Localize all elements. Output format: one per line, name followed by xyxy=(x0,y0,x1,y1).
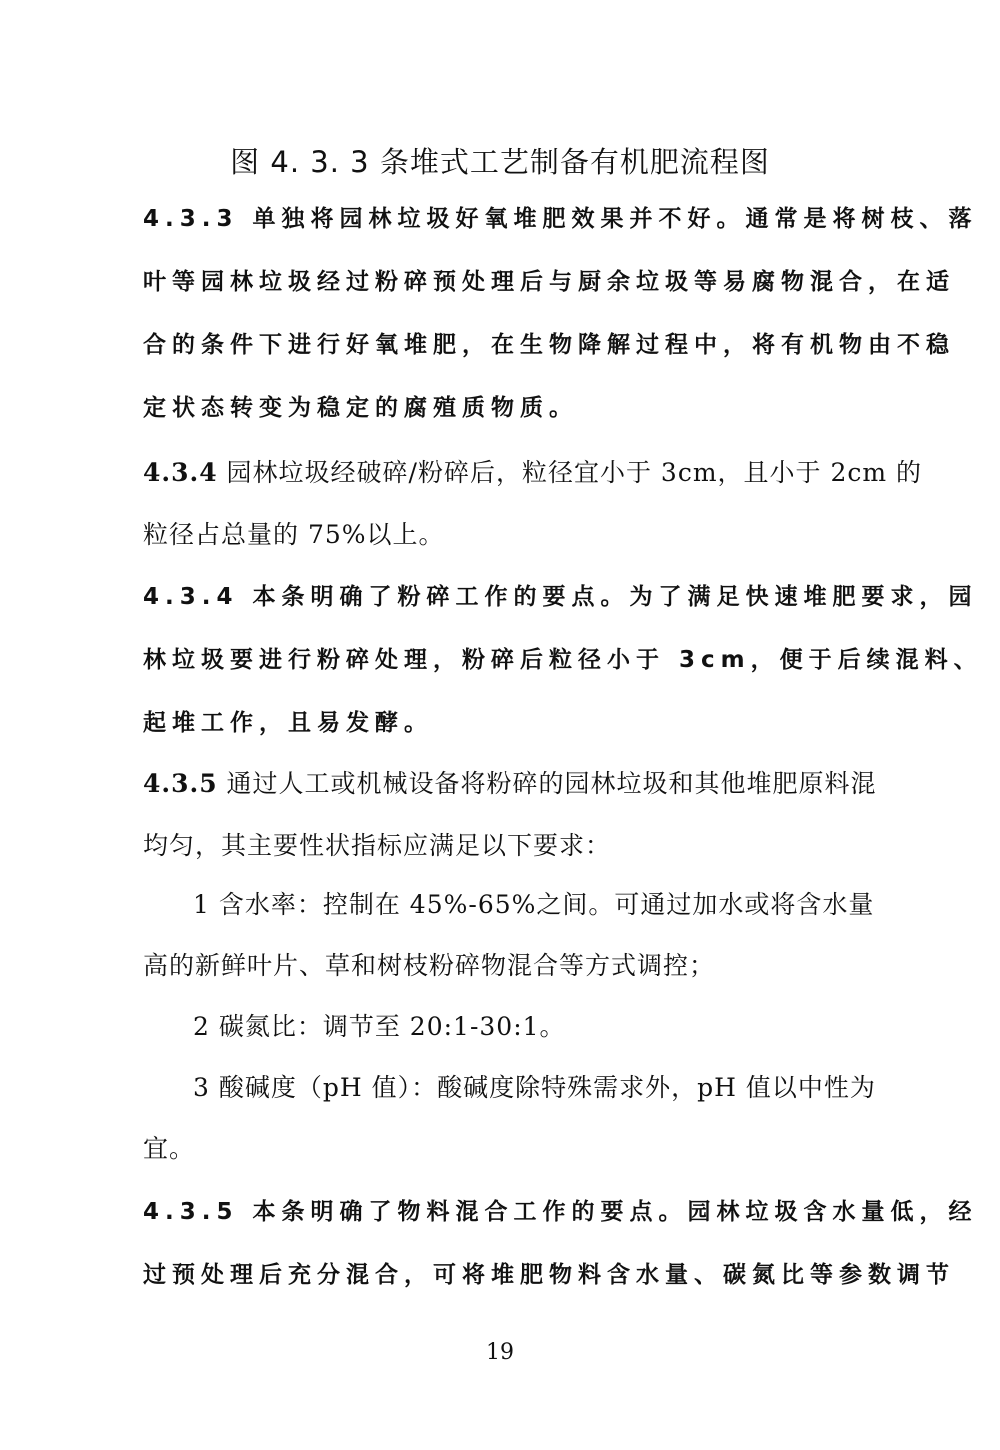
clause-number: 4.3.5 xyxy=(143,769,218,798)
page-number: 19 xyxy=(486,1340,514,1365)
clause-line xyxy=(143,764,877,800)
clause-text: 园林垃圾经破碎/粉碎后，粒径宜小于 3cm，且小于 2cm 的 xyxy=(217,458,923,487)
clause-number: 4.3.4 xyxy=(143,458,218,487)
list-item-continuation: 高的新鲜叶片、草和树枝粉碎物混合等方式调控； xyxy=(143,951,716,980)
clause-line xyxy=(143,453,923,489)
explanation-line: 叶等园林垃圾经过粉碎预处理后与厨余垃圾等易腐物混合，在适 xyxy=(143,269,955,295)
list-item-ph: 3 酸碱度（pH 值）：酸碱度除特殊需求外，pH 值以中性为 xyxy=(193,1073,876,1102)
explanation-line: 定状态转变为稳定的腐殖质物质。 xyxy=(143,395,578,421)
explanation-line: 4.3.4 本条明确了粉碎工作的要点。为了满足快速堆肥要求，园 xyxy=(143,584,978,610)
explanation-line: 过预处理后充分混合，可将堆肥物料含水量、碳氮比等参数调节 xyxy=(143,1262,955,1288)
explanation-line: 合的条件下进行好氧堆肥，在生物降解过程中，将有机物由不稳 xyxy=(143,332,955,358)
list-item-continuation: 宜。 xyxy=(143,1134,196,1163)
clause-line: 粒径占总量的 75%以上。 xyxy=(143,520,445,549)
explanation-line: 林垃圾要进行粉碎处理，粉碎后粒径小于 3cm，便于后续混料、 xyxy=(143,647,983,673)
clause-line: 均匀，其主要性状指标应满足以下要求： xyxy=(143,831,612,860)
explanation-line: 4.3.5 本条明确了物料混合工作的要点。园林垃圾含水量低，经 xyxy=(143,1199,978,1225)
list-item-cn-ratio: 2 碳氮比：调节至 20:1-30:1。 xyxy=(193,1012,566,1041)
list-item-moisture: 1 含水率：控制在 45%-65%之间。可通过加水或将含水量 xyxy=(193,890,875,919)
explanation-line: 4.3.3 单独将园林垃圾好氧堆肥效果并不好。通常是将树枝、落 xyxy=(143,206,978,232)
figure-caption: 图 4. 3. 3 条堆式工艺制备有机肥流程图 xyxy=(230,145,770,179)
clause-text: 通过人工或机械设备将粉碎的园林垃圾和其他堆肥原料混 xyxy=(217,769,877,798)
explanation-line: 起堆工作，且易发酵。 xyxy=(143,710,433,736)
